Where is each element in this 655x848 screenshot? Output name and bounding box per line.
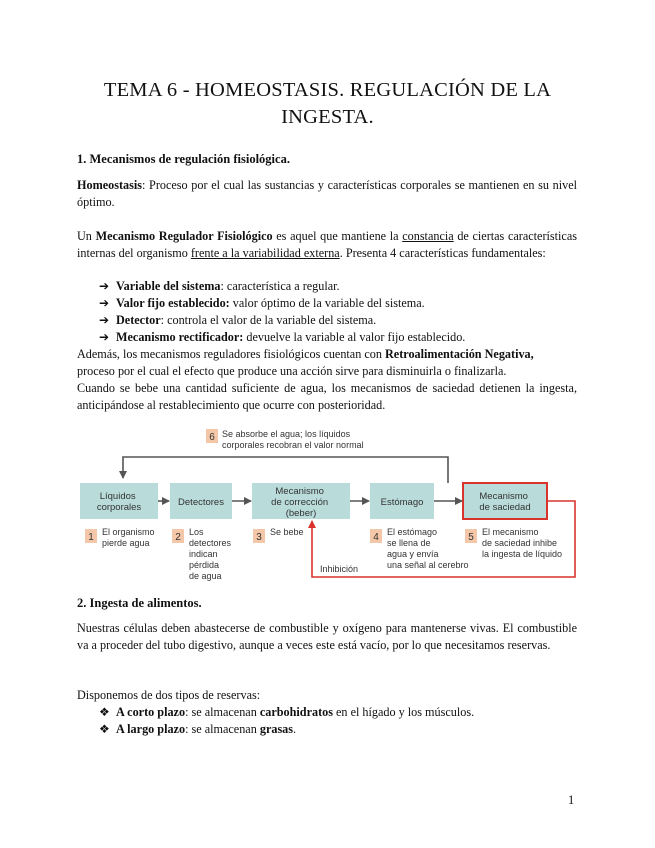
reserve-desc: en el hígado y los músculos.	[332, 705, 475, 719]
feedback-loop-line	[123, 457, 448, 483]
characteristic-desc: devuelve la variable al valor fijo establecido.	[243, 330, 466, 344]
homeostasis-term: Homeostasis	[77, 178, 142, 192]
step-6-note: Se absorbe el agua; los líquidos corporales recobran el valor normal	[222, 429, 364, 450]
step-3-text: Se bebe	[270, 527, 304, 537]
feedback-paragraph	[77, 346, 577, 379]
diamond-bullet-icon: ❖	[99, 705, 110, 719]
arrow-bullet-icon: ➔	[99, 279, 110, 293]
underlined-variability: frente a la variabilidad externa	[190, 245, 340, 260]
diamond-bullet-icon: ❖	[99, 722, 110, 736]
characteristic-desc: : controla el valor de la variable del sistema.	[160, 313, 377, 327]
characteristic-item	[99, 312, 376, 329]
characteristic-item	[99, 295, 425, 312]
reserve-term: A corto plazo	[116, 705, 186, 719]
regulator-term: Mecanismo Regulador Fisiológico	[95, 229, 273, 243]
regulator-text: . Presenta 4 características fundamentales:	[339, 245, 546, 260]
regulator-text: de ciertas características internas del organismo	[77, 229, 577, 260]
page-title: TEMA 6 - HOMEOSTASIS. REGULACIÓN DE LA INGESTA.	[103, 79, 552, 128]
reserve-term: A largo plazo	[116, 722, 186, 736]
inhibition-label: Inhibición	[320, 564, 359, 574]
reserve-bold: carbohidratos	[259, 705, 333, 719]
box-detectors-label: Detectores	[178, 497, 224, 508]
feedback-term: Retroalimentación Negativa,	[385, 347, 534, 361]
step-2-text: Los detectores indican pérdida de agua	[189, 527, 232, 581]
reserve-desc: : se almacenan	[185, 705, 260, 719]
step-4-number: 4	[373, 532, 379, 543]
characteristic-item	[99, 278, 340, 295]
reserve-bold: grasas	[259, 722, 294, 736]
water-paragraph: Cuando se bebe una cantidad suficiente de agua, los mecanismos de saciedad detienen la ingesta, anticipándose al restablecimiento que ocurre con posterioridad.	[77, 381, 577, 412]
step-1-text: El organismo pierde agua	[102, 527, 155, 548]
characteristic-desc: valor óptimo de la variable del sistema.	[229, 296, 425, 310]
characteristic-item	[99, 329, 465, 346]
reserves-intro: Disponemos de dos tipos de reservas:	[77, 688, 261, 702]
reserve-desc: : se almacenan	[185, 722, 260, 736]
step-5-number: 5	[468, 532, 474, 543]
step-2-number: 2	[175, 532, 181, 543]
section-2-heading: 2. Ingesta de alimentos.	[77, 596, 202, 610]
characteristic-term: Mecanismo rectificador:	[116, 330, 244, 344]
homeostasis-definition	[77, 177, 577, 210]
arrow-bullet-icon: ➔	[99, 313, 110, 327]
regulator-text: Un	[77, 229, 96, 243]
regulator-paragraph	[77, 228, 577, 261]
feedback-text: proceso por el cual el efecto que produce una acción sirve para disminuirla o finalizarla.	[77, 363, 507, 378]
cells-paragraph: Nuestras células deben abastecerse de combustible y oxígeno para mantenerse vivas. El combustible va a proceder del tubo digestivo, aunque a veces este está vacío, por lo que necesitamos reservas.	[77, 621, 577, 652]
reserve-desc: .	[293, 722, 297, 736]
regulator-text: es aquel que mantiene la	[272, 229, 403, 243]
step-6-number: 6	[209, 432, 215, 443]
characteristic-term: Valor fijo establecido:	[116, 296, 230, 310]
reserve-item	[99, 721, 296, 738]
arrow-bullet-icon: ➔	[99, 330, 110, 344]
section-1-heading: 1. Mecanismos de regulación fisiológica.	[77, 152, 290, 166]
step-5-text: El mecanismo de saciedad inhibe la ingesta de líquido	[482, 527, 563, 559]
step-3-number: 3	[256, 532, 262, 543]
underlined-constancia: constancia	[402, 229, 454, 243]
characteristic-desc: : característica a regular.	[220, 279, 340, 293]
box-body-fluids-label: Líquidos corporales	[96, 491, 142, 513]
step-4-text: El estómago se llena de agua y envía una señal al cerebro	[387, 527, 469, 570]
box-stomach-label: Estómago	[380, 497, 424, 508]
homeostasis-text: : Proceso por el cual las sustancias y características corporales se mantienen en su nivel óptimo.	[77, 178, 577, 209]
page-number: 1	[568, 793, 575, 807]
homeostasis-diagram	[0, 420, 655, 600]
box-correction-label: Mecanismo de corrección (beber)	[271, 486, 329, 519]
reserve-item	[99, 704, 474, 721]
characteristic-term: Variable del sistema	[116, 279, 221, 293]
arrow-bullet-icon: ➔	[99, 296, 110, 310]
characteristic-term: Detector	[116, 313, 161, 327]
step-1-number: 1	[88, 532, 94, 543]
feedback-text: Además, los mecanismos reguladores fisiológicos cuentan con	[77, 347, 385, 361]
box-satiety-label: Mecanismo de saciedad	[479, 491, 531, 513]
